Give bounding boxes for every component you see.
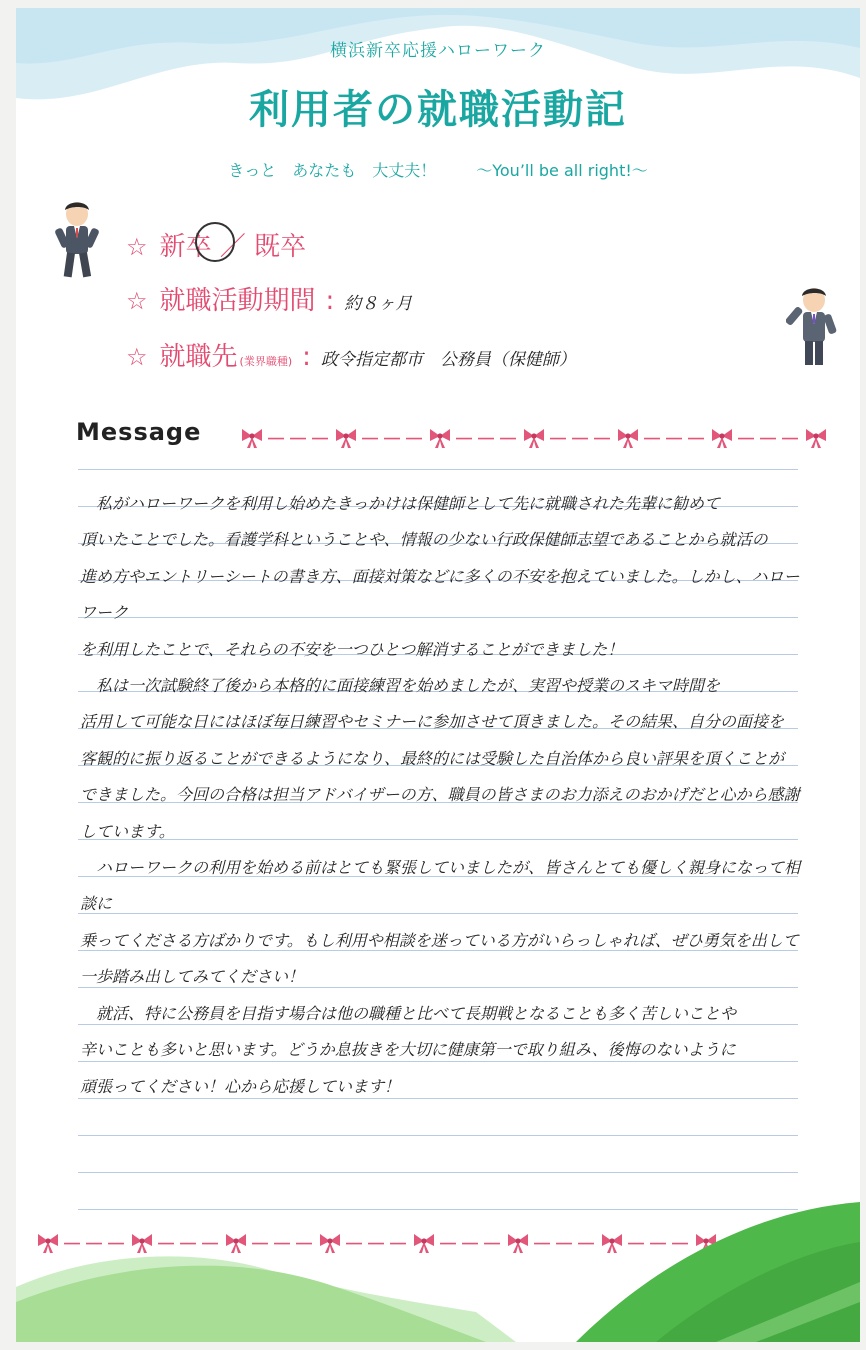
status-label: 新卒 ／ 既卒 [160, 226, 307, 263]
dash-divider: －－－ [626, 1232, 692, 1256]
message-line: 私がハローワークを利用し始めたきっかけは保健師として先に就職された先輩に勧めて [80, 494, 721, 513]
message-line: 進め方やエントリーシートの書き方、面接対策などに多くの不安を抱えていました。しかし、ハローワーク [80, 566, 800, 623]
message-line: 私は一次試験終了後から本格的に面接練習を始めましたが、実習や授業のスキマ時間を [80, 676, 721, 696]
employer-note: (業界職種) [239, 355, 293, 368]
dash-divider: －－－ [250, 1232, 316, 1256]
star-icon: ☆ [126, 233, 148, 261]
star-icon: ☆ [126, 343, 148, 371]
message-line: を利用したことで、それらの不安を一つひとつ解消することができました！ [80, 639, 624, 659]
message-heading: Message [76, 418, 202, 446]
period-row: ☆ 就職活動期間 : 約８ヶ月 [126, 280, 412, 317]
message-line: 乗ってくださる方ばかりです。もし利用や相談を迷っている方がいらっしゃれば、ぜひ勇気を出して [80, 930, 799, 950]
dash-divider: －－－ [438, 1232, 504, 1256]
subtitle [16, 158, 860, 181]
employer-row: ☆ 就職先 (業界職種) : 政令指定都市 公務員（保健師） [126, 336, 576, 373]
person-waving-icon [786, 284, 842, 368]
message-line: しています。 [80, 821, 175, 841]
dash-divider: －－－ [266, 427, 332, 451]
employer-value: 政令指定都市 公務員（保健師） [320, 350, 576, 370]
dash-divider: －－－ [360, 427, 426, 451]
star-icon: ☆ [126, 287, 148, 315]
status-row [126, 226, 306, 263]
period-value: 約８ヶ月 [344, 294, 413, 314]
dash-divider: －－－ [454, 427, 520, 451]
message-line: 一歩踏み出してみてください！ [80, 967, 305, 987]
ruled-line [78, 433, 798, 470]
message-line: できました。今回の合格は担当アドバイザーの方、職員の皆さまのお力添えのおかげだと心から感謝 [80, 785, 800, 805]
message-body [80, 486, 810, 1105]
ribbon-icon [804, 427, 828, 449]
message-line: ハローワークの利用を始める前はとても緊張していましたが、皆さんとても優しく親身になって相談に [80, 858, 801, 914]
employer-label: 就職先 [159, 342, 238, 372]
message-line: 辛いことも多いと思います。どうか息抜きを大切に健康第一で取り組み、後悔のないように [80, 1040, 736, 1060]
message-line: 活用して可能な日にはほぼ毎日練習やセミナーに参加させて頂きました。その結果、自分の面接を [80, 712, 785, 732]
dash-divider: －－－ [62, 1232, 128, 1256]
bottom-hills-decoration [16, 1192, 860, 1342]
document-sheet [16, 8, 860, 1342]
message-line: 就活、特に公務員を目指す場合は他の職種と比べて長期戦となることも多く苦しいことや [80, 1003, 737, 1023]
subtitle-en: ～You’ll be all right!～ [476, 161, 648, 180]
dash-divider: －－－ [532, 1232, 598, 1256]
dash-divider: －－－ [156, 1232, 222, 1256]
message-line: 頂いたことでした。看護学科ということや、情報の少ない行政保健師志望であることから就活の [80, 530, 768, 550]
period-label: 就職活動期間 [159, 286, 316, 316]
organization-name: 横浜新卒応援ハローワーク [330, 41, 546, 61]
dash-divider: －－－ [736, 427, 802, 451]
dash-divider: －－－ [642, 427, 708, 451]
circle-mark [195, 222, 235, 262]
dash-divider: －－－ [344, 1232, 410, 1256]
subtitle-jp: きっと あなたも 大丈夫！ [228, 161, 437, 180]
message-line: 客観的に振り返ることができるようになり、最終的には受験した自治体から良い評果を頂くことが [80, 748, 785, 768]
dash-divider: －－－ [548, 427, 614, 451]
message-line: 頑張ってください！心から応援しています！ [80, 1076, 401, 1096]
person-running-icon [52, 198, 102, 284]
page-title: 利用者の就職活動記 [249, 87, 627, 133]
ruled-line [78, 1136, 798, 1173]
